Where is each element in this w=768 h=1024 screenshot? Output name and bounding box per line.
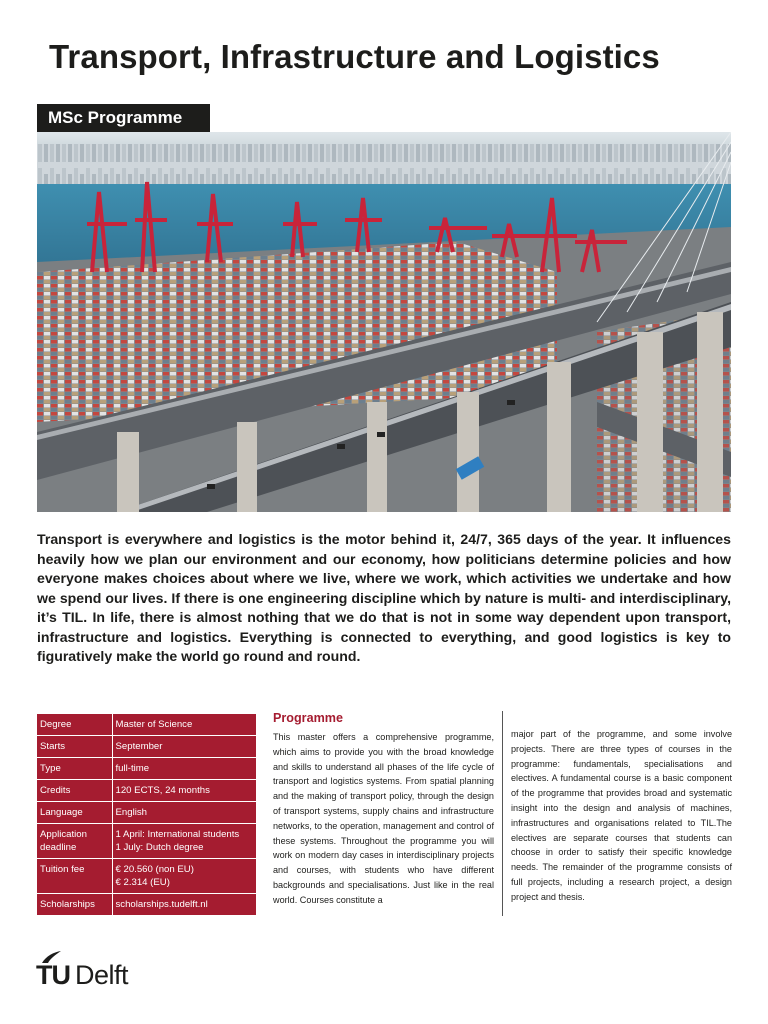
fact-key: Type: [37, 758, 112, 780]
fact-value: September: [112, 736, 256, 758]
fact-key: Application deadline: [37, 824, 112, 859]
logo-delft-text: Delft: [75, 960, 129, 990]
programme-facts-table: [37, 714, 256, 915]
fact-key: Degree: [37, 714, 112, 736]
fact-row: [37, 758, 256, 780]
fact-row: [37, 714, 256, 736]
fact-key: Credits: [37, 780, 112, 802]
programme-badge: MSc Programme: [37, 104, 210, 132]
fact-row: [37, 824, 256, 859]
fact-key: Starts: [37, 736, 112, 758]
tu-delft-logo: [36, 950, 166, 990]
fact-row: [37, 894, 256, 916]
fact-value[interactable]: scholarships.tudelft.nl: [115, 899, 208, 910]
fact-key: Tuition fee: [37, 859, 112, 894]
intro-paragraph: Transport is everywhere and logistics is the motor behind it, 24/7, 365 days of the year. It influences heavily how we plan our environment and our economy, how politicians determine policies and how everyone makes choices about where we live, where we work, which activities we undertake and how we spend our lives. If there is one engineering discipline which by nature is multi- and interdisciplinary, it’s TIL. In life, there is almost nothing that we do that is not in some way dependent upon transport, infrastructure and logistics. Everything is connected to everything, and good logistics is key to figuratively make the world go round and round.: [37, 531, 731, 664]
fact-value: 120 ECTS, 24 months: [112, 780, 256, 802]
fact-key: Language: [37, 802, 112, 824]
fact-row: [37, 802, 256, 824]
logo-tu-text: TU: [36, 960, 70, 990]
fact-row: [37, 736, 256, 758]
fact-row: [37, 780, 256, 802]
fact-value: € 20.560 (non EU) € 2.314 (EU): [112, 859, 256, 894]
fact-value: English: [112, 802, 256, 824]
fact-row: [37, 859, 256, 894]
fact-value: full-time: [112, 758, 256, 780]
programme-text-column-1: This master offers a comprehensive programme, which aims to provide you with the broad knowledge and skills to understand all phases of the life cycle of transport and logistics systems. From spatial planning and the making of transport policy, through the design of transport systems, supply chains and infrastructure networks, to the operation, management and control of these systems. Throughout the programme you will work on modern day cases in interdisciplinary projects and courses, with students who have different backgrounds and specialisations. Just like in the real world. Courses constitute a: [273, 732, 494, 905]
port-highway-photo: [37, 132, 731, 512]
fact-value: Master of Science: [112, 714, 256, 736]
programme-text-column-2: major part of the programme, and some involve projects. There are three types of courses in the programme: fundamentals, specialisations and electives. A fundamental course is a basic component of the programme that provides broad and systematic insight into the design and analysis of machines, infrastructures and organisations related to TIL.The electives are separate courses that students can choose in order to satisfy their specific knowledge needs. The remainder of the programme consists of full projects, including a research project, a design project and thesis.: [511, 729, 732, 902]
programme-heading: Programme: [273, 711, 343, 725]
page-title: Transport, Infrastructure and Logistics: [49, 38, 660, 75]
fact-key: Scholarships: [37, 894, 112, 916]
fact-value: 1 April: International students 1 July: Dutch degree: [112, 824, 256, 859]
column-divider: [502, 711, 503, 916]
